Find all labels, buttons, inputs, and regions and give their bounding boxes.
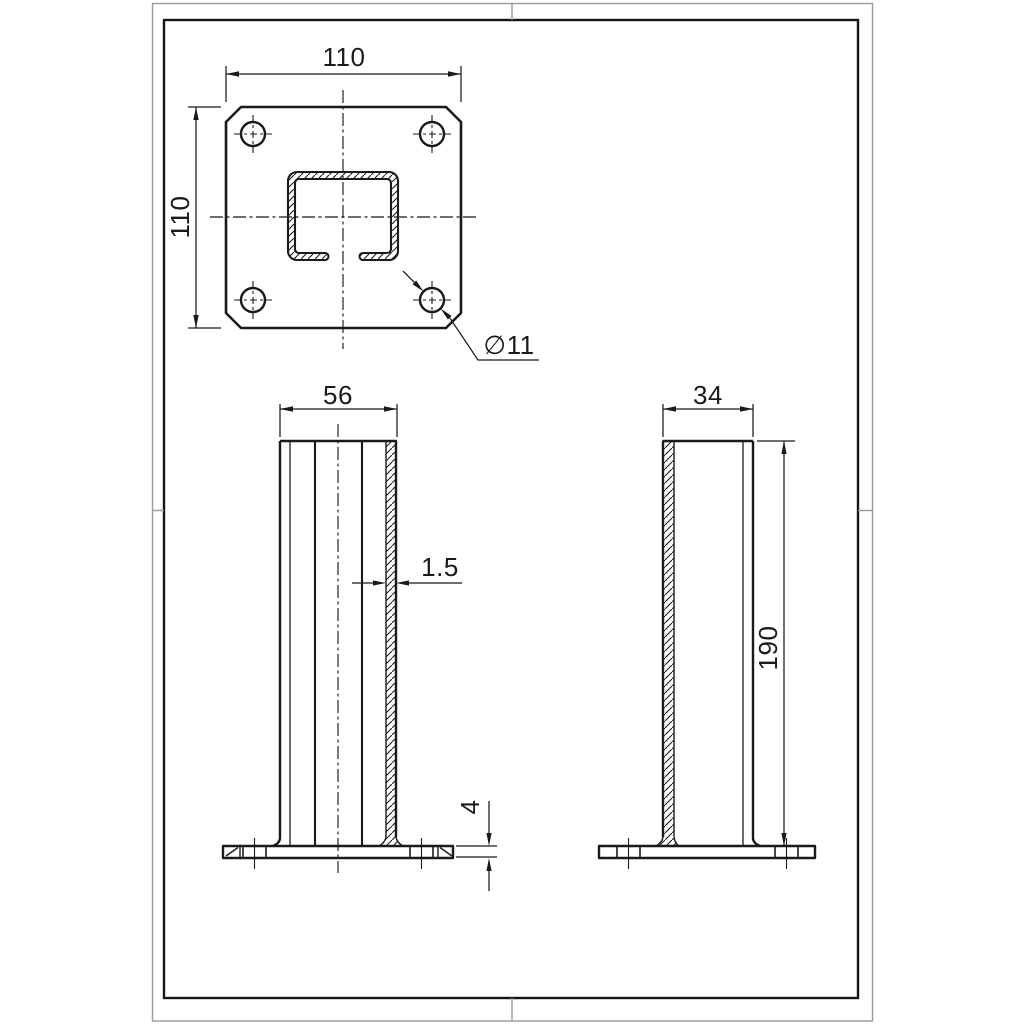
sectioned-wall (379, 441, 403, 846)
front-view (223, 404, 497, 891)
label-side-width: 34 (693, 380, 723, 410)
base-plate-edge (599, 846, 815, 858)
top-view (188, 66, 539, 360)
label-plate-width: 110 (322, 42, 366, 72)
plate-corner-chamfers (226, 846, 452, 858)
sectioned-wall (656, 441, 679, 846)
tube-left-edge (273, 441, 280, 846)
label-plate-height: 110 (165, 195, 195, 239)
label-front-width: 56 (323, 380, 353, 410)
label-post-height: 190 (753, 625, 783, 671)
label-hole-diameter: ∅11 (483, 330, 535, 360)
plate-hole-ticks (629, 838, 787, 869)
dim-base-thickness (456, 801, 497, 891)
label-wall-thickness: 1.5 (421, 552, 459, 582)
label-base-thickness: 4 (455, 799, 485, 815)
plate-hole-edges (617, 846, 798, 858)
